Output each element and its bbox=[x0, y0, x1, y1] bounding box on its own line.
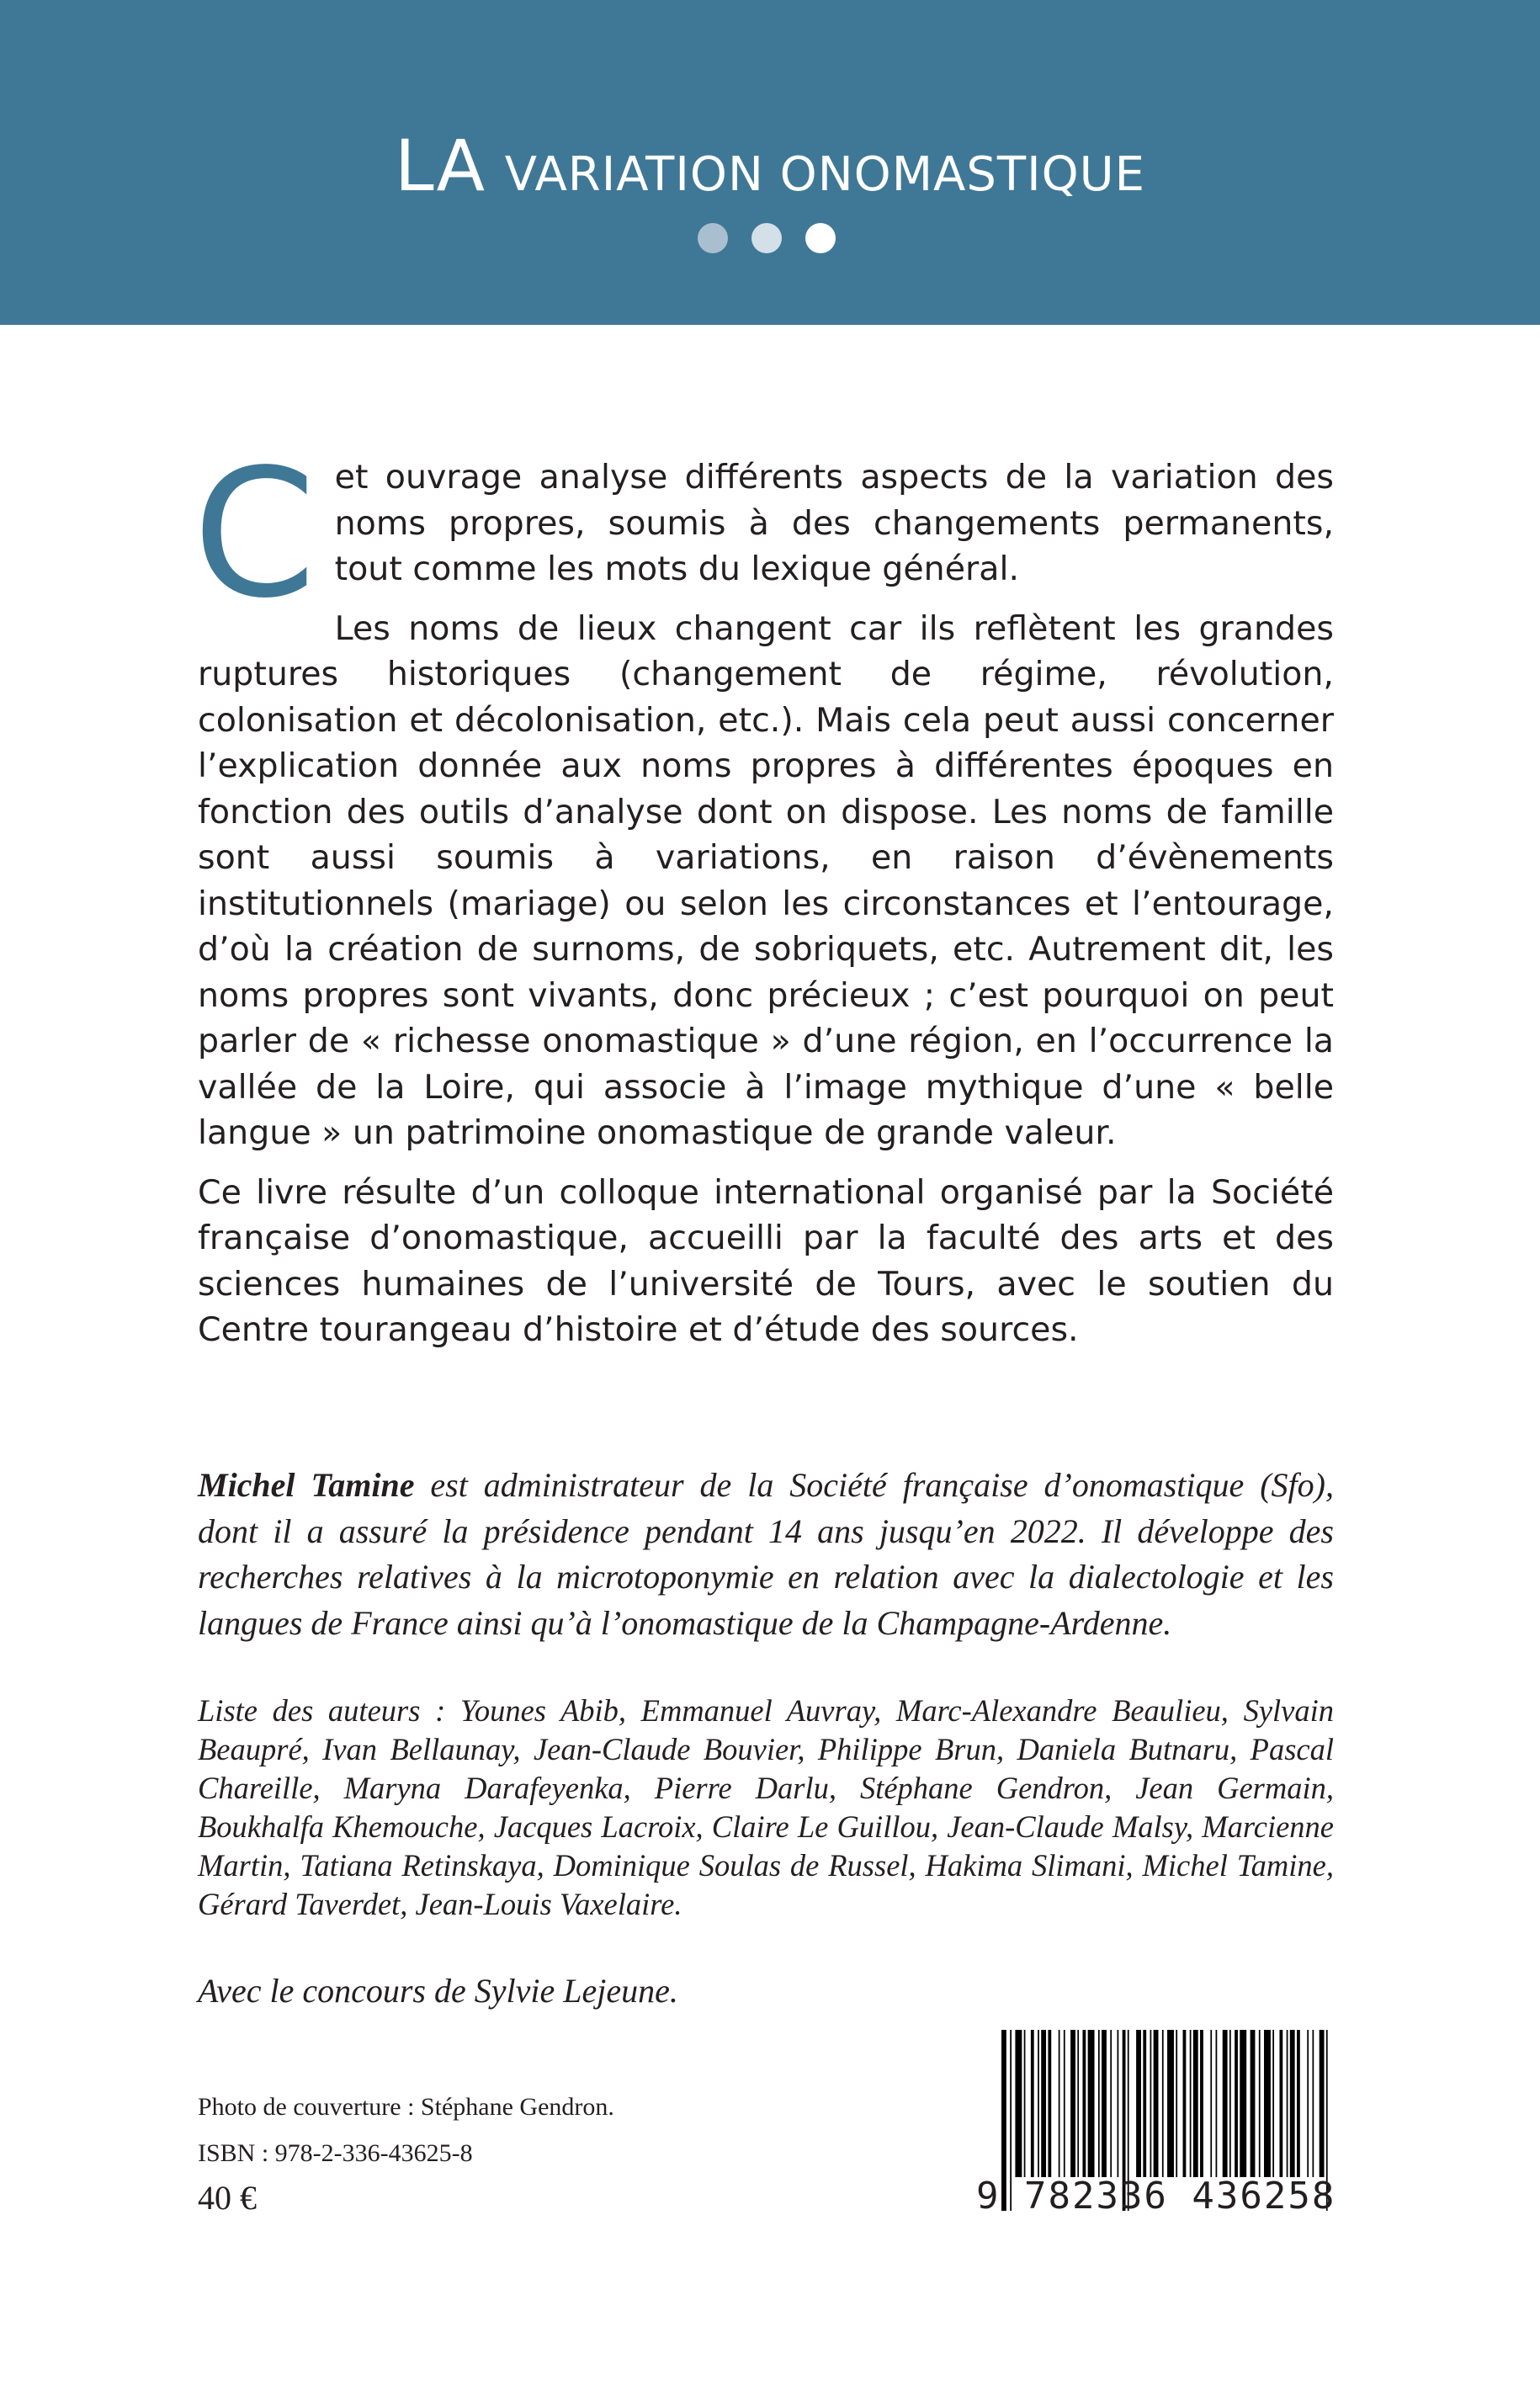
barcode-bar bbox=[1216, 2030, 1218, 2177]
barcode-bar bbox=[1154, 2030, 1159, 2177]
barcode-bar bbox=[1290, 2030, 1295, 2177]
summary-paragraph-2: Les noms de lieux changent car ils reflètent les grandes ruptures historiques (changement de régime, révolution, colonisation et décolonisation, etc.). Mais cela peut aussi concerner l’explication donnée aux noms propres à différentes époques en fonction des outils d’analyse dont on dispose. Les noms de famille sont aussi soumis à variations, en raison d’évènements institutionnels (mariage) ou selon les circonstances et l’entourage, d’où la création de surnoms, de sobriquets, etc. Autrement dit, les noms propres sont vivants, donc précieux ; c’est pourquoi on peut parler de « richesse onomastique » d’une région, en l’occurrence la vallée de la Loire, qui associe à l’image mythique d’une « belle langue » un patrimoine onomastique de grande valeur. bbox=[198, 608, 1334, 1152]
barcode-bar bbox=[1070, 2030, 1075, 2177]
concours-line: Avec le concours de Sylvie Lejeune. bbox=[198, 1972, 678, 2010]
barcode-bar bbox=[1190, 2030, 1192, 2177]
barcode-bar bbox=[1143, 2030, 1146, 2177]
barcode-bar bbox=[1041, 2030, 1046, 2177]
barcode-bar bbox=[1320, 2030, 1325, 2177]
barcode-bar bbox=[1064, 2030, 1065, 2177]
barcode-bar bbox=[1312, 2030, 1314, 2177]
barcode-bar bbox=[1024, 2030, 1026, 2177]
barcode-bar bbox=[1200, 2030, 1203, 2177]
barcode-bar bbox=[1136, 2030, 1141, 2177]
barcode-bar bbox=[1259, 2030, 1261, 2177]
contributors-list: Liste des auteurs : Younes Abib, Emmanuel Auvray, Marc-Alexandre Beaulieu, Sylvain Beaupré, Ivan Bellaunay, Jean-Claude Bouvier, Philippe Brun, Daniela Butnaru, Pascal Chareille, Maryna Darafeyenka, Pierre Darlu, Stéphane Gendron, Jean Germain, Boukhalfa Khemouche, Jacques Lacroix, Claire Le Guillou, Jean-Claude Malsy, Marcienne Martin, Tatiana Retinskaya, Dominique Soulas de Russel, Hakima Slimani, Michel Tamine, Gérard Taverdet, Jean-Louis Vaxelaire. bbox=[198, 1693, 1334, 1921]
barcode-bar bbox=[1176, 2030, 1177, 2177]
barcode-bar bbox=[1077, 2030, 1079, 2177]
photo-credit: Photo de couverture : Stéphane Gendron. bbox=[198, 2093, 614, 2121]
barcode-bar bbox=[1167, 2030, 1174, 2177]
barcode-bar bbox=[1015, 2030, 1022, 2177]
barcode-bar bbox=[1150, 2030, 1152, 2177]
barcode-digits: 9 782336 436258 bbox=[976, 2175, 1336, 2218]
barcode-bar bbox=[1031, 2030, 1034, 2177]
barcode-bar bbox=[1264, 2030, 1271, 2177]
barcode-bar bbox=[1229, 2030, 1231, 2177]
ornament-dot-1 bbox=[698, 223, 728, 253]
barcode-bar bbox=[1240, 2030, 1246, 2177]
book-summary bbox=[193, 431, 1334, 1367]
price: 40 € bbox=[198, 2179, 257, 2217]
title-dots-ornament bbox=[698, 223, 842, 257]
drop-cap: C bbox=[193, 431, 316, 637]
book-title-rest: VARIATION ONOMASTIQUE bbox=[504, 147, 1146, 202]
barcode-bar bbox=[1088, 2030, 1095, 2177]
barcode-bar bbox=[1183, 2030, 1187, 2177]
author-name: Michel Tamine bbox=[198, 1466, 415, 1504]
barcode-bar bbox=[1038, 2030, 1039, 2177]
ornament-dot-3 bbox=[805, 223, 836, 253]
summary-paragraph-3: Ce livre résulte d’un colloque international organisé par la Société française d’onomastique, accueilli par la faculté des arts et des sciences humaines de l’université de Tours, avec le soutien du Centre tourangeau d’histoire et d’étude des sources. bbox=[198, 1172, 1334, 1349]
barcode-bar bbox=[1162, 2030, 1164, 2177]
barcode-bar bbox=[1223, 2030, 1228, 2177]
barcode-bar bbox=[1102, 2030, 1107, 2177]
barcode-bar bbox=[1098, 2030, 1100, 2177]
author-bio-text: est administrateur de la Société française d’onomastique (Sfo), dont il a assuré la présidence pendant 14 ans jusqu’en 2022. Il développe des recherches relatives à la microtoponymie en relation avec la dialectologie et les langues de France ainsi qu’à l’onomastique de la Champagne-Ardenne. bbox=[198, 1466, 1334, 1642]
book-title bbox=[0, 125, 1540, 207]
isbn: ISBN : 978-2-336-43625-8 bbox=[198, 2139, 473, 2167]
barcode-bar bbox=[1118, 2030, 1119, 2177]
barcode-bar bbox=[1193, 2030, 1198, 2177]
barcode-bar bbox=[1059, 2030, 1060, 2177]
barcode-bar bbox=[1272, 2030, 1274, 2177]
barcode-bar bbox=[1110, 2030, 1112, 2177]
barcode-bar bbox=[1279, 2030, 1282, 2177]
barcode-bar bbox=[1297, 2030, 1300, 2177]
book-title-initial: LA bbox=[394, 125, 486, 207]
barcode-bar bbox=[1287, 2030, 1288, 2177]
barcode-bar bbox=[1251, 2030, 1256, 2177]
barcode-bar bbox=[1048, 2030, 1051, 2177]
barcode-bar bbox=[1235, 2030, 1238, 2177]
summary-paragraph-1-text: et ouvrage analyse différents aspects de la variation des noms propres, soumis à des changements permanents, tout comme les mots du lexique général. bbox=[334, 458, 1334, 588]
author-bio bbox=[198, 1463, 1334, 1646]
barcode-bar bbox=[1307, 2030, 1309, 2177]
barcode-bar bbox=[1210, 2030, 1212, 2177]
barcode-bar bbox=[1082, 2030, 1086, 2177]
ornament-dot-2 bbox=[751, 223, 782, 253]
summary-paragraph-1 bbox=[193, 431, 1334, 637]
